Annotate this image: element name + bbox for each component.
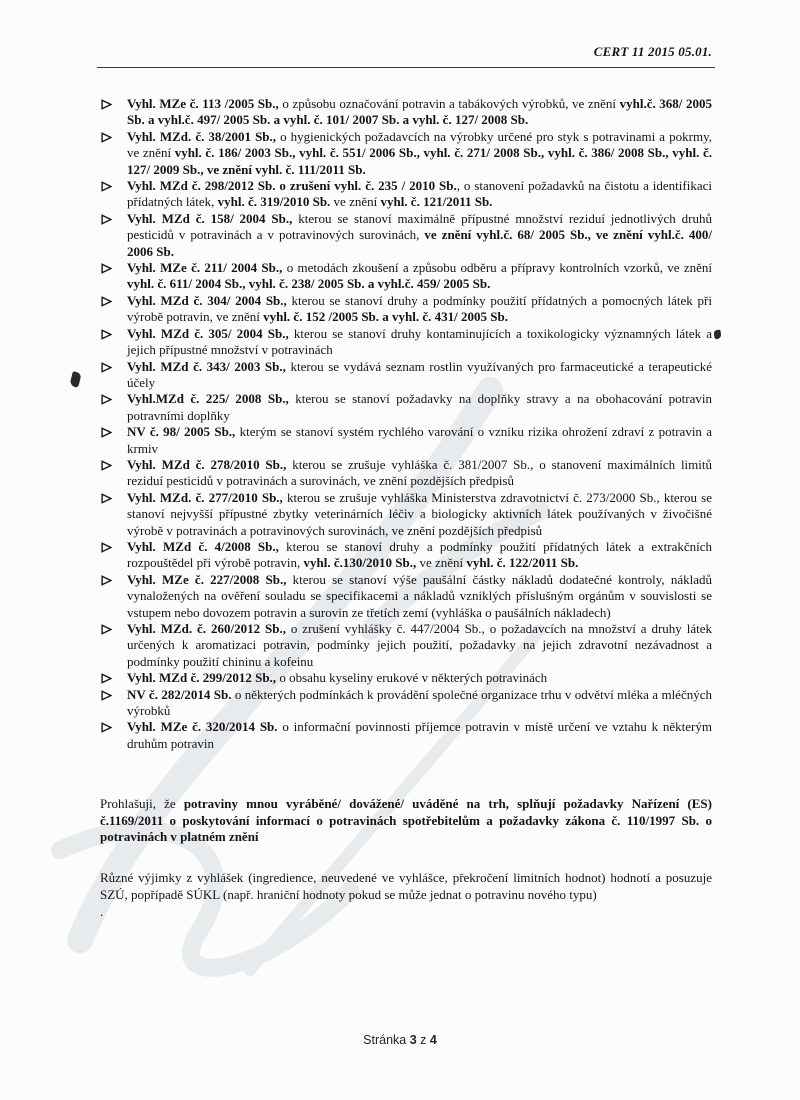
arrow-bullet-icon bbox=[101, 690, 112, 701]
arrow-bullet-icon bbox=[101, 263, 112, 274]
arrow-bullet-icon bbox=[101, 460, 112, 471]
scan-artifact bbox=[713, 330, 721, 340]
list-item bbox=[100, 359, 712, 392]
arrow-bullet-icon bbox=[101, 673, 112, 684]
list-item bbox=[100, 719, 712, 752]
list-item bbox=[100, 424, 712, 457]
list-item-text: Vyhl. MZd č. 158/ 2004 Sb., kterou se stanoví maximálně přípustné množství reziduí jednotlivých druhů pesticidů v potravinách a v potravinových surovinách, ve znění vyhl.č. 68/ 2005 Sb., ve znění vyhl.č. 400/ 2006 Sb. bbox=[127, 210, 713, 259]
list-item-text: Vyhl. MZd. č. 38/2001 Sb., o hygienických požadavcích na výrobky určené pro styk s potravinami a pokrmy, ve znění vyhl. č. 186/ 2003 Sb., vyhl. č. 551/ 2006 Sb., vyhl. č. 271/ 2008 Sb., vyhl. č. 386/ 2008 Sb., vyhl. č. 127/ 2009 Sb., ve znění vyhl. č. 111/2011 Sb. bbox=[127, 128, 712, 177]
list-item bbox=[100, 129, 712, 178]
arrow-bullet-icon bbox=[101, 99, 112, 110]
list-item bbox=[100, 96, 712, 129]
list-item bbox=[100, 326, 712, 359]
list-item-text: Vyhl. MZd č. 298/2012 Sb. o zrušení vyhl. č. 235 / 2010 Sb., o stanovení požadavků na čistotu a identifikaci přídatných látek, vyhl. č. 319/2010 Sb. ve znění vyhl. č. 121/2011 Sb. bbox=[127, 178, 712, 210]
arrow-bullet-icon bbox=[101, 722, 112, 733]
list-item bbox=[100, 211, 712, 260]
arrow-bullet-icon bbox=[101, 542, 112, 553]
arrow-bullet-icon bbox=[101, 427, 112, 438]
list-item-text: Vyhl. MZe č. 211/ 2004 Sb., o metodách zkoušení a způsobu odběru a přípravy kontrolních vzorků, ve znění vyhl. č. 611/ 2004 Sb., vyhl. č. 238/ 2005 Sb. a vyhl.č. 459/ 2005 Sb. bbox=[127, 260, 712, 292]
list-item-text: NV č. 282/2014 Sb. o některých podmínkách k provádění společné organizace trhu v odvětví mléka a mléčných výrobků bbox=[127, 686, 712, 719]
list-item-text: Vyhl. MZd. č. 260/2012 Sb., o zrušení vyhlášky č. 447/2004 Sb., o požadavcích na množství a druhy látek určených k aromatizaci potravin, podmínky jejich použití, požadavky na jejich zdravotní nezávadnost a podmínky použití chininu a kofeinu bbox=[127, 621, 712, 669]
list-item-text: Vyhl. MZd č. 278/2010 Sb., kterou se zrušuje vyhláška č. 381/2007 Sb., o stanovení maximálních limitů reziduí pesticidů v potravinách a surovinách, ve znění pozdějších předpisů bbox=[127, 456, 712, 489]
header-rule bbox=[97, 67, 715, 68]
list-item-text: Vyhl. MZe č. 227/2008 Sb., kterou se stanoví výše paušální částky nákladů dodatečné kontroly, nákladů vynaložených na ověření souladu se specifikacemi a nákladů vzniklých příslušným orgánům v souvislosti se vstupem nebo dovozem potravin a surovin ze třetích zemí (vyhláška o paušálních nákladech) bbox=[127, 571, 712, 620]
list-item bbox=[100, 670, 712, 686]
list-item bbox=[100, 391, 712, 424]
arrow-bullet-icon bbox=[101, 493, 112, 504]
arrow-bullet-icon bbox=[101, 132, 112, 143]
arrow-bullet-icon bbox=[101, 362, 112, 373]
list-item-text: Vyhl. MZd č. 304/ 2004 Sb., kterou se stanoví druhy a podmínky použití přídatných a pomocných látek při výrobě potravin, ve znění vyhl. č. 152 /2005 Sb. a vyhl. č. 431/ 2005 Sb. bbox=[127, 292, 712, 325]
list-item-text: NV č. 98/ 2005 Sb., kterým se stanoví systém rychlého varování o vzniku rizika ohrožení zdraví z potravin a krmiv bbox=[127, 424, 712, 456]
page-content bbox=[100, 44, 712, 921]
list-item bbox=[100, 260, 712, 293]
list-item bbox=[100, 687, 712, 720]
arrow-bullet-icon bbox=[101, 575, 112, 586]
list-item-text: Vyhl. MZe č. 320/2014 Sb. o informační povinnosti příjemce potravin v místě určení ve vztahu k některým druhům potravin bbox=[127, 719, 712, 751]
list-item-text: Vyhl. MZe č. 113 /2005 Sb., o způsobu označování potravin a tabákových výrobků, ve znění vyhl.č. 368/ 2005 Sb. a vyhl.č. 497/ 2005 Sb. a vyhl. č. 101/ 2007 Sb. a vyhl. č. 127/ 2008 Sb. bbox=[127, 96, 712, 128]
note-paragraph: Různé výjimky z vyhlášek (ingredience, neuvedené ve vyhlášce, překročení limitních hodnot) hodnotí a posuzuje SZÚ, popřípadě SÚKL (např. hraniční hodnoty pokud se může jednat o potravinu nového typu) bbox=[100, 870, 712, 902]
stray-dot: . bbox=[100, 904, 104, 920]
arrow-bullet-icon bbox=[101, 181, 112, 192]
list-item bbox=[100, 621, 712, 670]
arrow-bullet-icon bbox=[101, 214, 112, 225]
arrow-bullet-icon bbox=[101, 394, 112, 405]
arrow-bullet-icon bbox=[101, 624, 112, 635]
list-item-text: Vyhl. MZd č. 343/ 2003 Sb., kterou se vydává seznam rostlin využívaných pro farmaceutické a terapeutické účely bbox=[127, 358, 712, 390]
regulation-list bbox=[100, 96, 712, 752]
page-footer: Stránka 3 z 4 bbox=[363, 1033, 437, 1047]
list-item bbox=[100, 490, 712, 539]
list-item bbox=[100, 539, 712, 572]
list-item-text: Vyhl. MZd č. 299/2012 Sb., o obsahu kyseliny erukové v některých potravinách bbox=[127, 670, 548, 686]
list-item-text: Vyhl. MZd. č. 277/2010 Sb., kterou se zrušuje vyhláška Ministerstva zdravotnictví č. 273/2000 Sb., kterou se stanoví nejvyšší přípustné zbytky veterinárních léčiv a biologicky aktivních látek používaných v živočišné výrobě v potravinách a potravinových surovinách, ve znění pozdějších předpisů bbox=[127, 489, 712, 538]
list-item bbox=[100, 457, 712, 490]
list-item-text: Vyhl.MZd č. 225/ 2008 Sb., kterou se stanoví požadavky na doplňky stravy a na obohacování potravin potravními doplňky bbox=[127, 391, 712, 423]
arrow-bullet-icon bbox=[101, 296, 112, 307]
arrow-bullet-icon bbox=[101, 329, 112, 340]
list-item bbox=[100, 572, 712, 621]
list-item-text: Vyhl. MZd č. 4/2008 Sb., kterou se stanoví druhy a podmínky použití přídatných látek a extrakčních rozpouštědel při výrobě potravin, vyhl. č.130/2010 Sb., ve znění vyhl. č. 122/2011 Sb. bbox=[127, 538, 713, 571]
declaration-paragraph: Prohlašuji, že potraviny mnou vyráběné/ dovážené/ uváděné na trh, splňují požadavky Nařízení (ES) č.1169/2011 o poskytování informací o potravinách spotřebitelům a požadavky zákona č. 110/1997 Sb. o potravinách v platném znění bbox=[100, 796, 712, 845]
list-item bbox=[100, 178, 712, 211]
list-item-text: Vyhl. MZd č. 305/ 2004 Sb., kterou se stanoví druhy kontaminujících a toxikologicky významných látek a jejich přípustné množství v potravinách bbox=[127, 325, 712, 358]
list-item bbox=[100, 293, 712, 326]
document-code: CERT 11 2015 05.01. bbox=[593, 44, 712, 59]
scan-artifact bbox=[69, 371, 81, 388]
